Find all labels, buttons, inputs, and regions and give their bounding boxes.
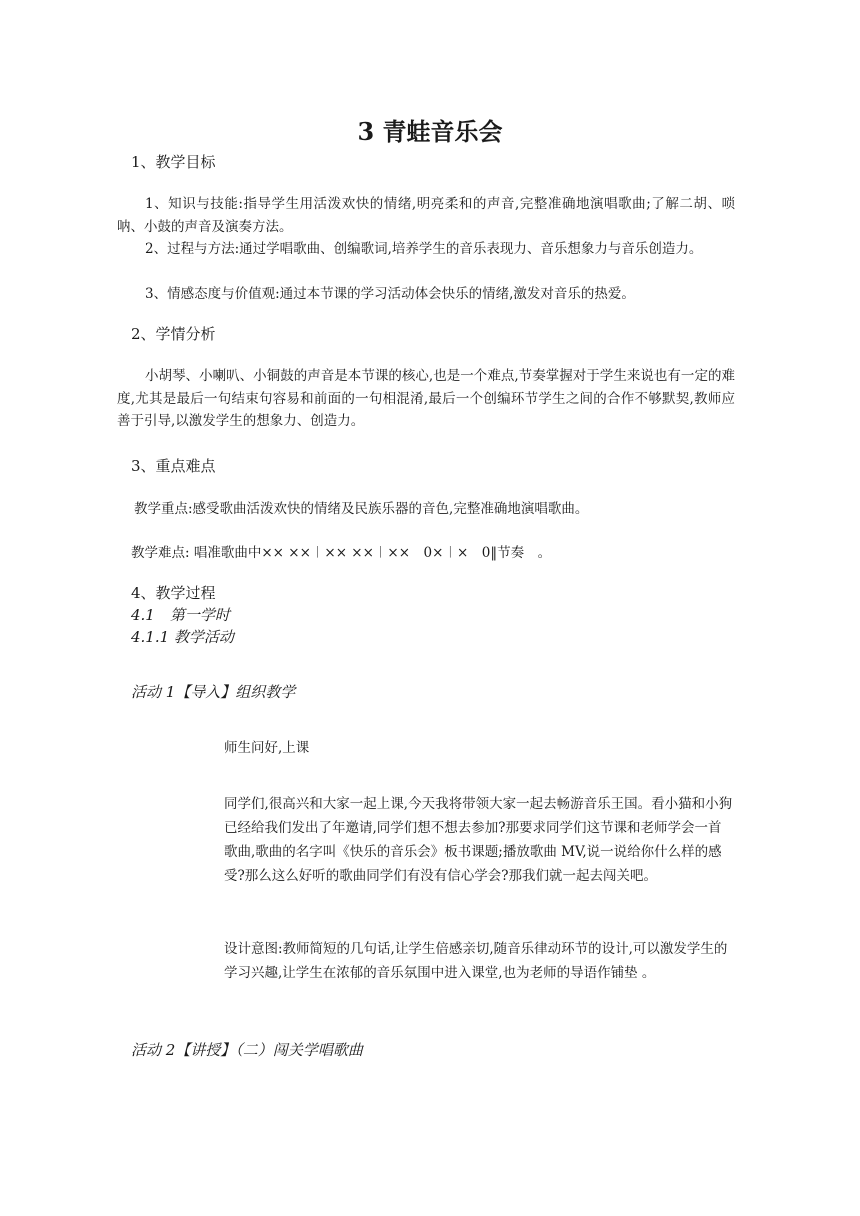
activity-2-heading: 活动 2【讲授】（二）闯关学唱歌曲 (131, 1041, 363, 1059)
activity-1-design-intent: 设计意图:教师简短的几句话,让学生倍感亲切,随音乐律动环节的设计,可以激发学生的学习兴趣,让学生在浓郁的音乐氛围中进入课堂,也为老师的导语作铺垫 。 (224, 941, 728, 981)
section-heading-objectives: 1、教学目标 (131, 153, 216, 171)
objective-2: 2、过程与方法:通过学唱歌曲、创编歌词,培养学生的音乐表现力、音乐想象力与音乐创造力。 (145, 241, 703, 257)
analysis-text: 小胡琴、小喇叭、小铜鼓的声音是本节课的核心,也是一个难点,节奏掌握对于学生来说也有一定的难度,尤其是最后一句结束句容易和前面的一句相混淆,最后一个创编环节学生之间的合作不够默契,教师应善于引导,以激发学生的想象力、创造力。 (117, 368, 735, 429)
section-heading-keypoints: 3、重点难点 (131, 457, 216, 475)
subsection-4-1: 4.1 第一学时 (131, 606, 230, 624)
document-title: 3 青蛙音乐会 (357, 117, 503, 146)
key-point-text: 教学重点:感受歌曲活泼欢快的情绪及民族乐器的音色,完整准确地演唱歌曲。 (134, 501, 589, 517)
activity-1-greeting: 师生问好,上课 (224, 740, 310, 756)
activity-1-intro: 同学们,很高兴和大家一起上课,今天我将带领大家一起去畅游音乐王国。看小猫和小狗已经给我们发出了年邀请,同学们想不想去参加?那要求同学们这节课和老师学会一首歌曲,歌曲的名字叫《快乐的音乐会》板书课题;播放歌曲 MV,说一说给你什么样的感受?那么这么好听的歌曲同学们有没有信心学会?那我们就一起去闯关吧。 (224, 796, 733, 884)
section-heading-analysis: 2、学情分析 (131, 325, 216, 343)
section-heading-process: 4、教学过程 (131, 584, 216, 602)
objective-1: 1、知识与技能:指导学生用活泼欢快的情绪,明亮柔和的声音,完整准确地演唱歌曲;了解二胡、唢呐、小鼓的声音及演奏方法。 (117, 196, 735, 235)
subsection-4-1-1: 4.1.1 教学活动 (131, 628, 234, 646)
activity-1-heading: 活动 1【导入】组织教学 (131, 683, 296, 701)
objective-3: 3、情感态度与价值观:通过本节课的学习活动体会快乐的情绪,激发对音乐的热爱。 (145, 286, 635, 302)
difficulty-text: 教学难点: 唱准歌曲中×× ××︱×× ××︱×× 0×︱× 0‖节奏 。 (131, 545, 552, 561)
